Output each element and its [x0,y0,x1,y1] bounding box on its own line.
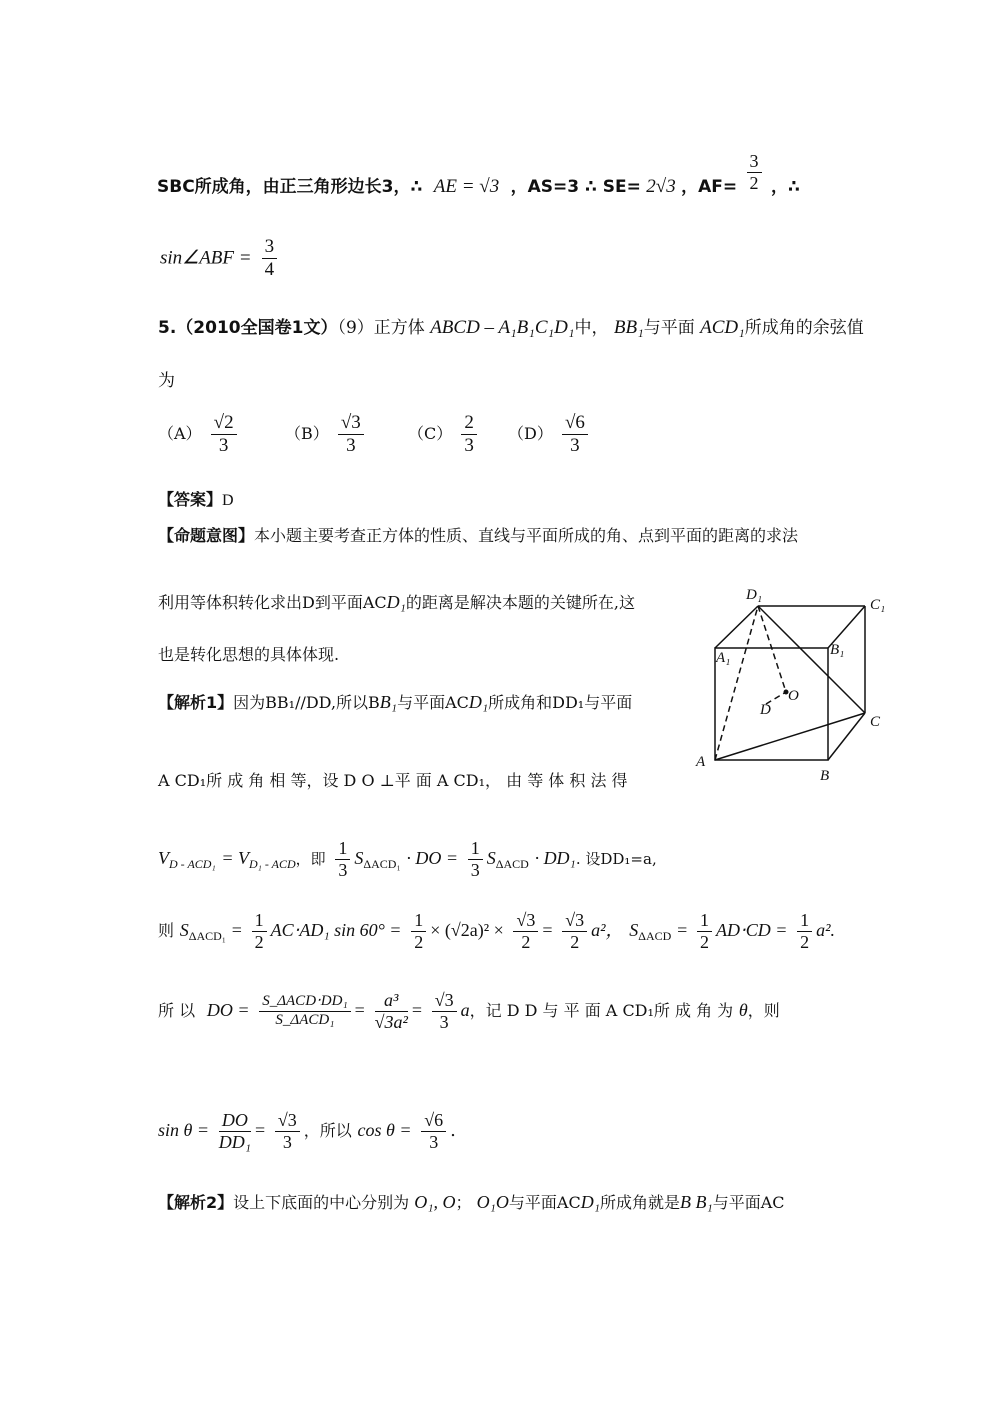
line1-math-ae: AE = √3 [433,176,500,197]
eq4-adcd: AD⋅CD = [715,920,788,941]
label-d: D [760,702,771,718]
eq4-pre: 则 [158,921,175,941]
question-source: （2010全国卷1文） [176,318,338,338]
eq6-end: . [450,1120,456,1142]
eq4-frac-r3-2: $\frac{√3}{2}$ [562,910,587,952]
answer-value: D [222,492,234,509]
question-text-c: 与平面 [643,318,695,338]
option-c [408,412,481,457]
eq3-sub1: D - ACD₁ [169,857,216,872]
solution-line-2 [160,236,281,281]
eq4-eq1: = [231,920,242,941]
equation-area [158,910,835,952]
solution1-b1: B₁ [379,692,398,712]
equation-sin-cos [158,1110,456,1152]
eq5-eq2: = [411,1000,422,1021]
edge-b-c [828,713,865,760]
answer-line [158,487,234,510]
solution2-segment: O₁O [476,1192,509,1212]
eq3-do: · DO = [406,848,459,869]
option-b [285,412,368,457]
intent-tag: 【命题意图】 [158,526,255,545]
intent-line-3 [158,642,339,665]
eq3-text: ，即 [295,850,326,869]
eq6-text: ，所以 [303,1121,352,1141]
eq3-sub3: ΔACD₁ [363,857,401,872]
eq5-frac-1: $\frac{\text{S\_ΔACD⋅DD₁}}{\text{S\_ΔACD₁}}$ [259,993,350,1029]
solution2-text-a: 设上下底面的中心分别为 [233,1193,410,1212]
eq5-theta: θ [738,1000,748,1021]
eq5-a: a [460,1000,470,1021]
intent-text-2c: 的距离是解决本题的关键所在,这 [405,593,635,612]
label-d1: D₁ [746,587,763,603]
edge-a1-d1 [715,606,758,648]
option-d-value: $\frac{√6}{3}$ [562,412,588,457]
plane-name: ACD₁ [700,317,745,338]
eq5-frac-3: $\frac{√3}{3}$ [432,990,457,1032]
label-o: O [788,688,799,704]
answer-tag: 【答案】 [158,490,223,509]
eq3-v: V [158,848,169,869]
eq3-mid: = V [221,848,250,869]
segment-a-d1 [715,606,758,760]
question-text-d: 所成角的余弦值 [744,318,864,338]
solution1-line-2 [158,768,628,791]
question-text-e: 为 [158,371,175,391]
intent-text-2a: 利用等体积转化求出D到平面AC [158,593,387,612]
solution2-bb1: B B₁ [679,1192,713,1212]
option-d-label: （D） [508,423,553,443]
eq5-frac-2: $\frac{\text{a³}}{\text{√3a²}}$ [374,990,408,1032]
question-index: （9） [337,318,374,338]
question-5-line-1 [158,313,864,339]
solution1-d1: D₁ [468,692,489,712]
option-c-value: $\frac{2}{3}$ [461,412,477,457]
line1-math-se: 2√3 [646,176,676,197]
eq4-times: × (√2a)² × [430,920,504,941]
line1-text-d: ，∴ [770,177,800,197]
eq5-pre: 所 以 [158,1001,196,1021]
eq4-frac-half-2: $\frac{1}{2}$ [411,910,426,952]
eq3-tail: . 设DD₁=a, [575,850,657,869]
question-text-a: 正方体 [373,318,425,338]
eq4-frac-half-4: $\frac{1}{2}$ [797,910,812,952]
eq3-sub2: D₁ - ACD [249,857,296,872]
label-a: A [696,754,706,770]
option-b-value: $\frac{√3}{3}$ [338,412,364,457]
eq4-a2: a²， [591,920,624,941]
eq6-sin: sin θ = [158,1120,209,1141]
eq6-frac-2: $\frac{√3}{3}$ [275,1110,300,1152]
label-c1: C₁ [870,597,886,613]
solution2-d1: D₁ [580,1192,600,1212]
solution1-tag: 【解析1】 [158,693,234,712]
solution2-text-e: 与平面AC [712,1193,785,1212]
intent-line-1 [158,523,798,546]
solution1-text-1c: 与平面AC [397,693,469,712]
solution-line-1 [157,151,800,198]
eq6-frac-3: $\frac{√6}{3}$ [421,1110,446,1152]
edge-name: BB₁ [613,317,644,338]
label-c: C [870,714,881,730]
eq4-frac-half-3: $\frac{1}{2}$ [697,910,712,952]
equation-do [158,990,780,1032]
solution1-text-1e: 所成角和DD₁与平面 [488,693,633,712]
eq4-eq3: = [677,920,688,941]
eq6-eq: = [255,1120,266,1141]
eq4-sub: ΔACD₁ [188,929,226,944]
solution1-text-2: A CD₁所 成 角 相 等，设 D O ⊥平 面 A CD₁， 由 等 体 积 法 得 [158,771,628,790]
eq4-a2-end: a². [816,920,835,941]
eq4-s2: S [629,920,639,941]
segment-a-c [715,713,865,760]
line1-text-b: ，AS=3 ∴ SE= [510,177,641,197]
cube-name: ABCD – A₁B₁C₁D₁ [430,317,575,338]
question-5-line-2 [158,366,175,391]
intent-line-2 [158,590,635,613]
eq3-frac-1: $\frac{1}{3}$ [335,838,350,880]
solution1-text-1a: 因为BB₁//DD,所以B [233,693,380,712]
solution2-text-d: 所成角就是 [599,1193,680,1212]
eq4-ac: AC⋅AD₁ sin 60° = [270,920,402,941]
intent-d1: D₁ [386,592,406,612]
option-b-label: （B） [285,423,329,443]
segment-d1-o [758,606,786,692]
option-d [508,412,592,457]
eq3-s2: S [486,848,496,869]
line1-text-a: SBC所成角，由正三角形边长3，∴ [157,177,423,197]
question-text-b: 中， [574,318,609,338]
eq3-dd1: · DD₁ [534,848,576,869]
label-b: B [820,768,830,784]
line1-text-c: ，AF= [681,177,738,197]
segment-d1-c [758,606,865,713]
eq5-tail: ，记 D D 与 平 面 A CD₁所 成 角 为 [469,1001,734,1021]
eq3-frac-2: $\frac{1}{3}$ [468,838,483,880]
line1-fraction-af: $\frac{3}{2}$ [747,151,762,193]
front-face [715,648,828,760]
option-a-value: $\frac{√2}{3}$ [211,412,237,457]
solution2-centers: O₁, O [414,1192,456,1212]
eq5-end: ，则 [747,1001,780,1021]
question-number: 5. [158,318,177,338]
equation-volume [158,838,657,880]
eq3-s1: S [354,848,364,869]
option-a-label: （A） [158,423,202,443]
solution2-line [158,1190,785,1213]
label-b1: B₁ [830,642,845,658]
eq4-sub2: ΔACD [638,929,672,944]
eq4-frac-half-1: $\frac{1}{2}$ [252,910,267,952]
eq4-s: S [179,920,189,941]
eq4-eq2: = [542,920,553,941]
option-a [158,412,241,457]
fraction-3-4: $\frac{3}{4}$ [262,236,278,281]
option-c-label: （C） [408,423,453,443]
intent-text-3: 也是转化思想的具体体现. [158,645,340,664]
sin-abf: sin∠ABF = [160,247,252,269]
solution2-tag: 【解析2】 [158,1193,234,1212]
eq6-frac-1: $\frac{DO}{\text{DD₁}}$ [218,1110,251,1152]
eq6-cos: cos θ = [357,1120,412,1141]
eq5-eq1: = [354,1000,365,1021]
solution2-text-c: 与平面AC [508,1193,581,1212]
intent-text-1: 本小题主要考查正方体的性质、直线与平面所成的角、点到平面的距离的求法 [254,526,799,545]
solution2-text-b: ； [455,1193,472,1212]
label-a1: A₁ [716,650,731,666]
solution1-line-1 [158,690,632,713]
cube-figure [690,580,900,810]
eq5-do: DO = [206,1000,250,1021]
eq4-frac-r3-1: $\frac{√3}{2}$ [513,910,538,952]
eq3-sub4: ΔACD [495,857,529,872]
